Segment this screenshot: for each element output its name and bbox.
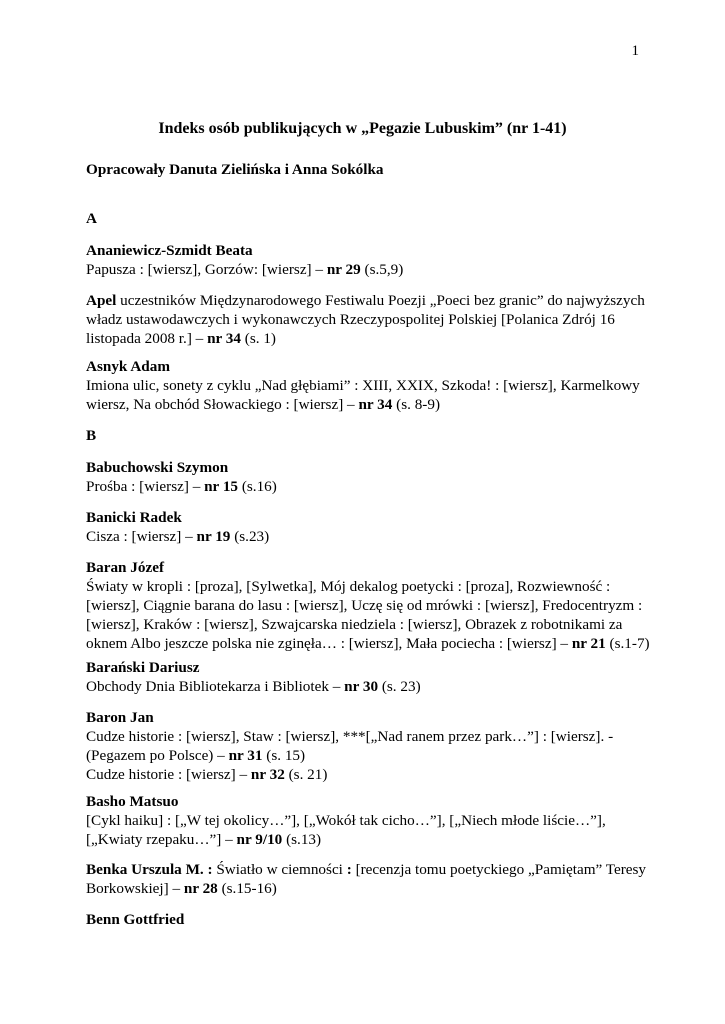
page-range: (s.16): [238, 478, 277, 495]
issue-number: nr 30: [344, 678, 379, 695]
separator-colon: :: [346, 861, 352, 878]
entry-line: [86, 765, 646, 784]
page-range: (s.13): [282, 831, 322, 848]
entry-line: [86, 260, 646, 279]
entry-name: Benka Urszula M. :: [86, 861, 213, 878]
entry-name: Baron Jan: [86, 709, 154, 726]
entry-text: [„Kwiaty rzepaku…”] –: [86, 831, 237, 848]
index-entry-asnyk: [86, 357, 646, 414]
issue-number: nr 9/10: [236, 831, 283, 848]
issue-number: nr 31: [228, 747, 263, 764]
page-number: 1: [631, 43, 639, 59]
issue-number: nr 21: [571, 635, 606, 652]
entry-name: Barański Dariusz: [86, 659, 200, 676]
entry-text: Papusza : [wiersz], Gorzów: [wiersz] –: [86, 261, 327, 278]
entry-line: [Cykl haiku] : [„W tej okolicy…”], [„Wokół tak cicho…”], [„Niech młode liście…”],: [86, 812, 606, 829]
page-range: (s. 23): [378, 678, 421, 695]
entry-line: [86, 291, 646, 310]
index-entry-baron: [86, 708, 646, 784]
entry-line: [86, 634, 650, 653]
page-range: (s. 21): [284, 766, 328, 783]
entry-name: Banicki Radek: [86, 509, 182, 526]
index-entry-ananiewicz: [86, 241, 646, 279]
entry-line: Imiona ulic, sonety z cyklu „Nad głębiami” : XIII, XXIX, Szkoda! : [wiersz], Karmelkowy: [86, 377, 640, 394]
page-range: (s.15-16): [217, 880, 277, 897]
entry-text: oknem Albo jeszcze polska nie zginęła… : [wiersz], Mała pociecha : [wiersz] –: [86, 635, 572, 652]
entry-text: [recenzja tomu poetyckiego „Pamiętam” Teresy: [351, 861, 647, 878]
entry-text: Borkowskiej] –: [86, 880, 184, 897]
index-entry-baran: [86, 558, 650, 653]
page-range: (s.5,9): [360, 261, 404, 278]
entry-line: [86, 329, 646, 348]
page-range: (s. 1): [240, 330, 276, 347]
entry-line: Cudze historie : [wiersz], Staw : [wiersz], ***[„Nad ranem przez park…”] : [wiersz]. -: [86, 728, 614, 745]
page-range: (s.23): [230, 528, 270, 545]
entry-text: Światło w ciemności: [212, 861, 347, 878]
entry-line: [86, 677, 646, 696]
issue-number: nr 34: [207, 330, 241, 347]
document-title: Indeks osób publikujących w „Pegazie Lubuskim” (nr 1-41): [158, 120, 567, 137]
entry-name: Asnyk Adam: [86, 358, 170, 375]
entry-line: [86, 830, 646, 849]
entry-line: [86, 477, 646, 496]
entry-line: [wiersz], Kraków : [wiersz], Szwajcarska niedziela : [wiersz], Obrazek z robotnikami za: [86, 616, 623, 633]
entry-text: (Pegazem po Polsce) –: [86, 747, 229, 764]
entry-line: [86, 527, 646, 546]
document-subtitle: Opracowały Danuta Zielińska i Anna Sokólka: [86, 161, 384, 178]
entry-line: [86, 746, 646, 765]
entry-text: uczestników Międzynarodowego Festiwalu Poezji „Poeci bez granic” do najwyższych: [116, 292, 645, 309]
section-letter-b: B: [86, 427, 97, 444]
issue-number: nr 34: [358, 396, 393, 413]
entry-line: [86, 879, 646, 898]
section-letter-a: A: [86, 210, 97, 227]
entry-name: Apel: [86, 292, 117, 309]
entry-text: Cisza : [wiersz] –: [86, 528, 197, 545]
index-entry-benn: [86, 910, 646, 929]
entry-name: Baran Józef: [86, 559, 165, 576]
issue-number: nr 32: [250, 766, 285, 783]
entry-name: Babuchowski Szymon: [86, 459, 229, 476]
issue-number: nr 15: [204, 478, 239, 495]
index-entry-baranski: [86, 658, 646, 696]
entry-line: władz ustawodawczych i wykonawczych Rzeczypospolitej Polskiej [Polanica Zdrój 16: [86, 311, 615, 328]
issue-number: nr 28: [183, 880, 218, 897]
index-entry-benka: [86, 860, 646, 898]
entry-name: Benn Gottfried: [86, 911, 185, 928]
entry-text: Prośba : [wiersz] –: [86, 478, 205, 495]
entry-line: Światy w kropli : [proza], [Sylwetka], Mój dekalog poetycki : [proza], Rozwiewność :: [86, 578, 611, 595]
entry-text: listopada 2008 r.] –: [86, 330, 208, 347]
issue-number: nr 19: [196, 528, 231, 545]
page-range: (s.1-7): [605, 635, 650, 652]
entry-line: [wiersz], Ciągnie barana do lasu : [wiersz], Uczę się od mrówki : [wiersz], Fredocentryzm :: [86, 597, 643, 614]
issue-number: nr 29: [326, 261, 361, 278]
entry-name: Ananiewicz-Szmidt Beata: [86, 242, 253, 259]
index-entry-basho: [86, 792, 646, 849]
entry-line: [86, 860, 646, 879]
entry-line: [86, 395, 646, 414]
page-range: (s. 15): [262, 747, 306, 764]
entry-text: wiersz, Na obchód Słowackiego : [wiersz] –: [86, 396, 359, 413]
index-entry-apel: [86, 291, 646, 348]
index-entry-babuchowski: [86, 458, 646, 496]
page-range: (s. 8-9): [392, 396, 441, 413]
index-entry-banicki: [86, 508, 646, 546]
entry-name: Basho Matsuo: [86, 793, 179, 810]
entry-text: Obchody Dnia Bibliotekarza i Bibliotek –: [86, 678, 345, 695]
entry-text: Cudze historie : [wiersz] –: [86, 766, 251, 783]
